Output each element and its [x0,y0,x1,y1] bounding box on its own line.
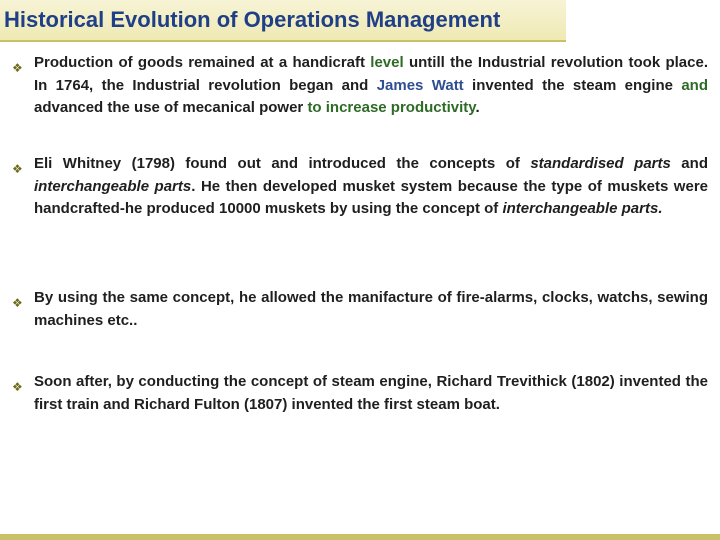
bullet-text-segment: Soon after, by conducting the concept of steam engine, Richard Trevithick (1802) invented the first train and Richard Fulton (1807) invented the first steam boat. [34,373,708,413]
bullet-text-segment: Eli Whitney (1798) found out and introduced the concepts of [34,155,531,172]
bullet-text-segment: interchangeable parts. [502,200,663,217]
bullet-text-segment: and [670,155,708,172]
title-bar [0,0,566,42]
bullet-text-segment: interchangeable parts [34,177,192,195]
bullet-text [34,52,708,120]
bullet-text-segment: level [370,54,404,71]
bullet-text [34,287,708,332]
bullet-text-segment: Production of goods remained at a handicraft [34,54,371,71]
bullet-text-segment: and [681,76,708,94]
diamond-bullet-icon: ❖ [12,296,23,310]
bullet-text [34,153,708,221]
bullet-text-segment: advanced the use of mecanical power [34,99,308,116]
diamond-bullet-icon: ❖ [12,61,23,75]
diamond-bullet-icon: ❖ [12,162,23,176]
bullet-text-segment: to increase productivity [307,99,476,116]
bullet-text [34,371,708,416]
bullet-text-segment: standardised parts [530,155,671,172]
slide-title: Historical Evolution of Operations Management [4,7,501,32]
bullet-text-segment: untill the Industrial revolution took place. In 1764, the Industrial revolution began and [34,54,708,94]
bullet-text-segment: invented the steam engine [463,76,682,94]
bullet-text-segment: . He then developed musket system because the type of muskets were handcrafted-he produced 10000 muskets by using the concept of [34,177,708,217]
bullet-text-segment: By using the same concept, he allowed the manifacture of fire-alarms, clocks, watchs, sewing machines etc.. [34,289,708,329]
bottom-bar [0,534,720,540]
diamond-bullet-icon: ❖ [12,380,23,394]
bullet-text-segment: James Watt [376,76,464,94]
bullet-text-segment: . [475,99,480,116]
